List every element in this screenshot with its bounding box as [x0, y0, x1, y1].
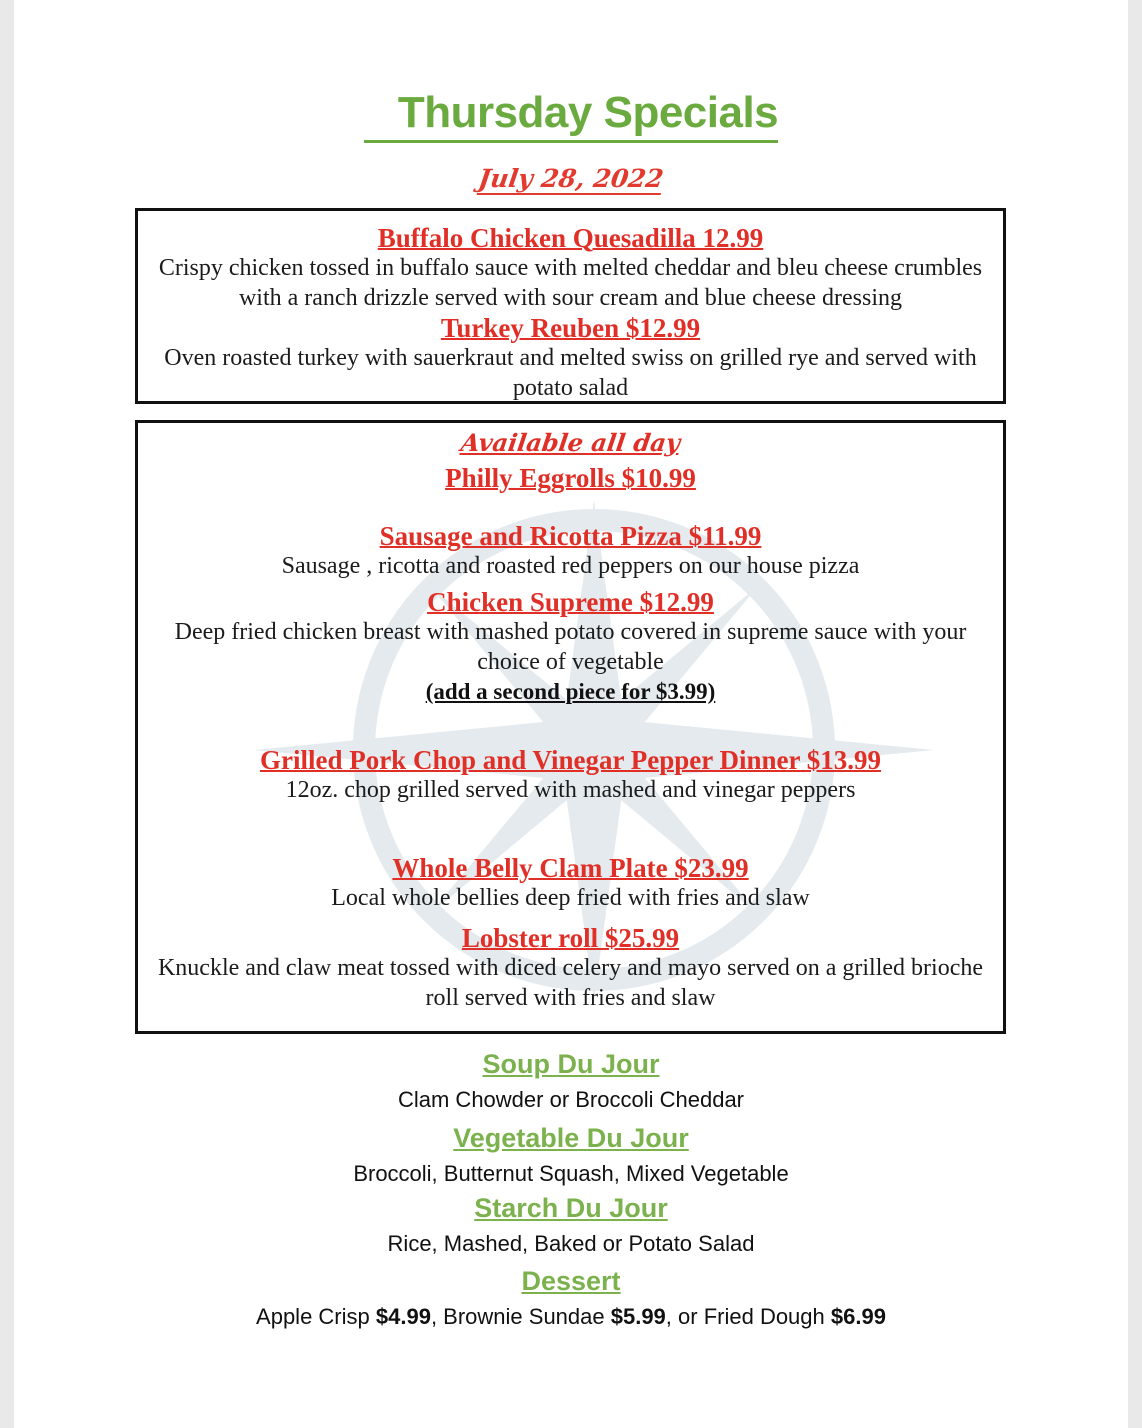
special-description: Deep fried chicken breast with mashed potato covered in supreme sauce with your choice of vegetable — [174, 619, 967, 675]
section-heading: Dessert — [521, 1266, 621, 1296]
vegetable-section — [14, 1120, 1128, 1192]
section-heading: Soup Du Jour — [482, 1049, 660, 1079]
special-description: Crispy chicken tossed in buffalo sauce with melted cheddar and bleu cheese crumbles with a ranch drizzle served with sour cream and blue cheese dressing — [158, 255, 983, 311]
dessert-item: Apple Crisp — [256, 1304, 376, 1329]
section-heading: Starch Du Jour — [474, 1193, 668, 1223]
dessert-list — [14, 1299, 1128, 1335]
dessert-item: Fried Dough — [703, 1304, 831, 1329]
section-text: Broccoli, Butternut Squash, Mixed Vegetable — [353, 1161, 789, 1186]
special-description: 12oz. chop grilled served with mashed and vinegar peppers — [285, 777, 856, 803]
dessert-section — [14, 1263, 1128, 1335]
dessert-price: $6.99 — [830, 1304, 886, 1329]
special-name: Buffalo Chicken Quesadilla 12.99 — [377, 223, 764, 253]
soup-section — [14, 1046, 1128, 1118]
special-description: Sausage , ricotta and roasted red peppers on our house pizza — [281, 553, 860, 579]
section-heading: Vegetable Du Jour — [453, 1123, 689, 1153]
all-day-box — [135, 420, 1006, 1034]
section-text: Clam Chowder or Broccoli Cheddar — [397, 1087, 745, 1112]
page-title: Thursday Specials — [14, 86, 1128, 143]
menu-date: July 28, 2022 — [476, 164, 666, 193]
special-name: Philly Eggrolls $10.99 — [445, 463, 696, 493]
special-addon: (add a second piece for $3.99) — [425, 679, 716, 704]
available-all-day-label: Available all day — [459, 428, 683, 457]
menu-page — [14, 0, 1128, 1428]
special-description: Local whole bellies deep fried with fries and slaw — [331, 885, 810, 911]
special-name: Whole Belly Clam Plate $23.99 — [392, 853, 749, 883]
special-description: Oven roasted turkey with sauerkraut and melted swiss on grilled rye and served with potato salad — [164, 345, 977, 401]
special-name: Turkey Reuben $12.99 — [440, 313, 701, 343]
special-description: Knuckle and claw meat tossed with diced celery and mayo served on a grilled brioche roll served with fries and slaw — [157, 955, 984, 1011]
special-name: Lobster roll $25.99 — [461, 923, 680, 953]
dessert-separator: , or — [665, 1304, 704, 1329]
special-name: Grilled Pork Chop and Vinegar Pepper Dinner $13.99 — [259, 745, 882, 775]
special-name: Chicken Supreme $12.99 — [427, 587, 714, 617]
starch-section — [14, 1190, 1128, 1262]
dessert-price: $5.99 — [610, 1304, 666, 1329]
special-name: Sausage and Ricotta Pizza $11.99 — [379, 521, 762, 551]
daily-specials-box — [135, 208, 1006, 404]
dessert-price: $4.99 — [375, 1304, 431, 1329]
dessert-separator: , — [430, 1304, 444, 1329]
section-text: Rice, Mashed, Baked or Potato Salad — [387, 1231, 755, 1256]
dessert-item: Brownie Sundae — [443, 1304, 611, 1329]
